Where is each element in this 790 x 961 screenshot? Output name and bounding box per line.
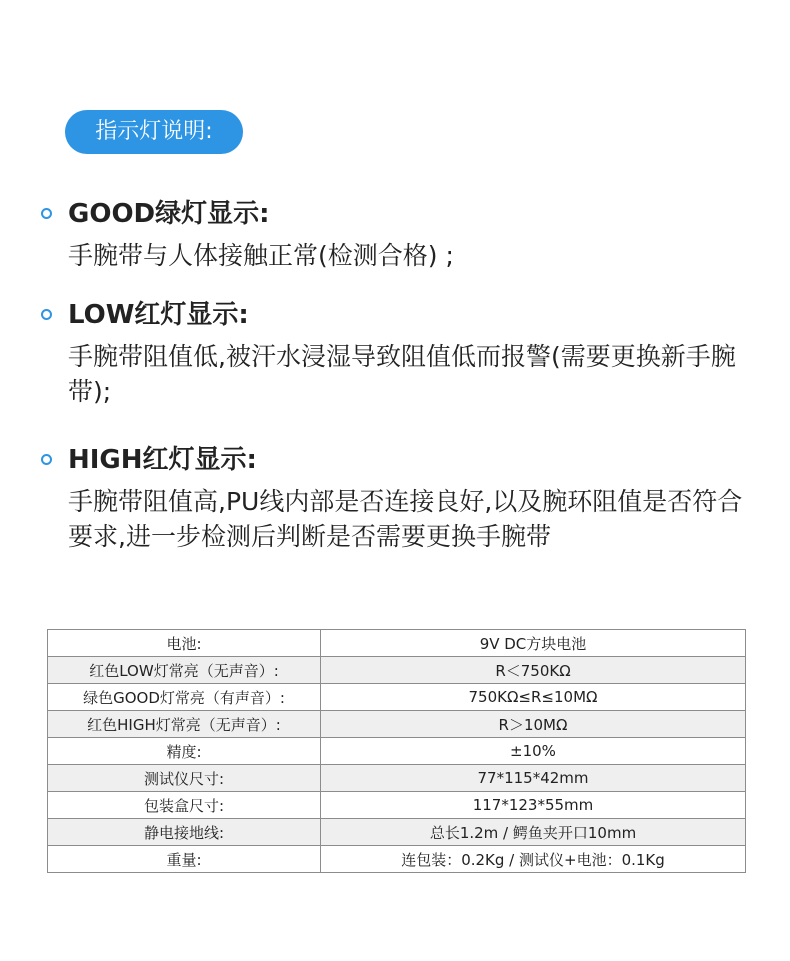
section-title: GOOD绿灯显示:	[68, 199, 270, 229]
table-row	[48, 765, 746, 792]
section-description: 手腕带阻值高,PU线内部是否连接良好,以及腕环阻值是否符合要求,进一步检测后判断是否需要更换手腕带	[68, 487, 743, 551]
section-description: 手腕带与人体接触正常(检测合格) ;	[68, 241, 454, 270]
table-row	[48, 711, 746, 738]
table-row	[48, 684, 746, 711]
section-title: LOW红灯显示:	[68, 300, 249, 330]
section-title: HIGH红灯显示:	[68, 445, 257, 475]
table-row	[48, 846, 746, 873]
circle-bullet-icon	[41, 454, 52, 465]
spec-value: 9V DC方块电池	[321, 630, 746, 657]
table-row	[48, 738, 746, 765]
spec-key: 测试仪尺寸:	[48, 765, 321, 792]
spec-key: 电池:	[48, 630, 321, 657]
spec-key: 静电接地线:	[48, 819, 321, 846]
spec-key: 红色LOW灯常亮（无声音）:	[48, 657, 321, 684]
spec-key: 绿色GOOD灯常亮（有声音）:	[48, 684, 321, 711]
spec-key: 重量:	[48, 846, 321, 873]
spec-key: 包装盒尺寸:	[48, 792, 321, 819]
spec-value: 750KΩ≤R≤10MΩ	[321, 684, 746, 711]
section-good	[40, 196, 760, 273]
spec-value: ±10%	[321, 738, 746, 765]
section-description: 手腕带阻值低,被汗水浸湿导致阻值低而报警(需要更换新手腕带);	[68, 342, 736, 406]
table-row	[48, 819, 746, 846]
circle-bullet-icon	[41, 208, 52, 219]
spec-table	[47, 629, 746, 873]
spec-value: R＜750KΩ	[321, 657, 746, 684]
spec-value: 117*123*55mm	[321, 792, 746, 819]
spec-value: 77*115*42mm	[321, 765, 746, 792]
spec-value: 连包装：0.2Kg / 测试仪+电池：0.1Kg	[321, 846, 746, 873]
spec-key: 红色HIGH灯常亮（无声音）:	[48, 711, 321, 738]
circle-bullet-icon	[41, 309, 52, 320]
spec-value: R＞10MΩ	[321, 711, 746, 738]
spec-key: 精度:	[48, 738, 321, 765]
indicator-heading-pill: 指示灯说明:	[65, 110, 243, 154]
table-row	[48, 792, 746, 819]
section-high	[40, 442, 760, 554]
section-low	[40, 297, 760, 409]
table-row	[48, 630, 746, 657]
table-row	[48, 657, 746, 684]
spec-value: 总长1.2m / 鳄鱼夹开口10mm	[321, 819, 746, 846]
